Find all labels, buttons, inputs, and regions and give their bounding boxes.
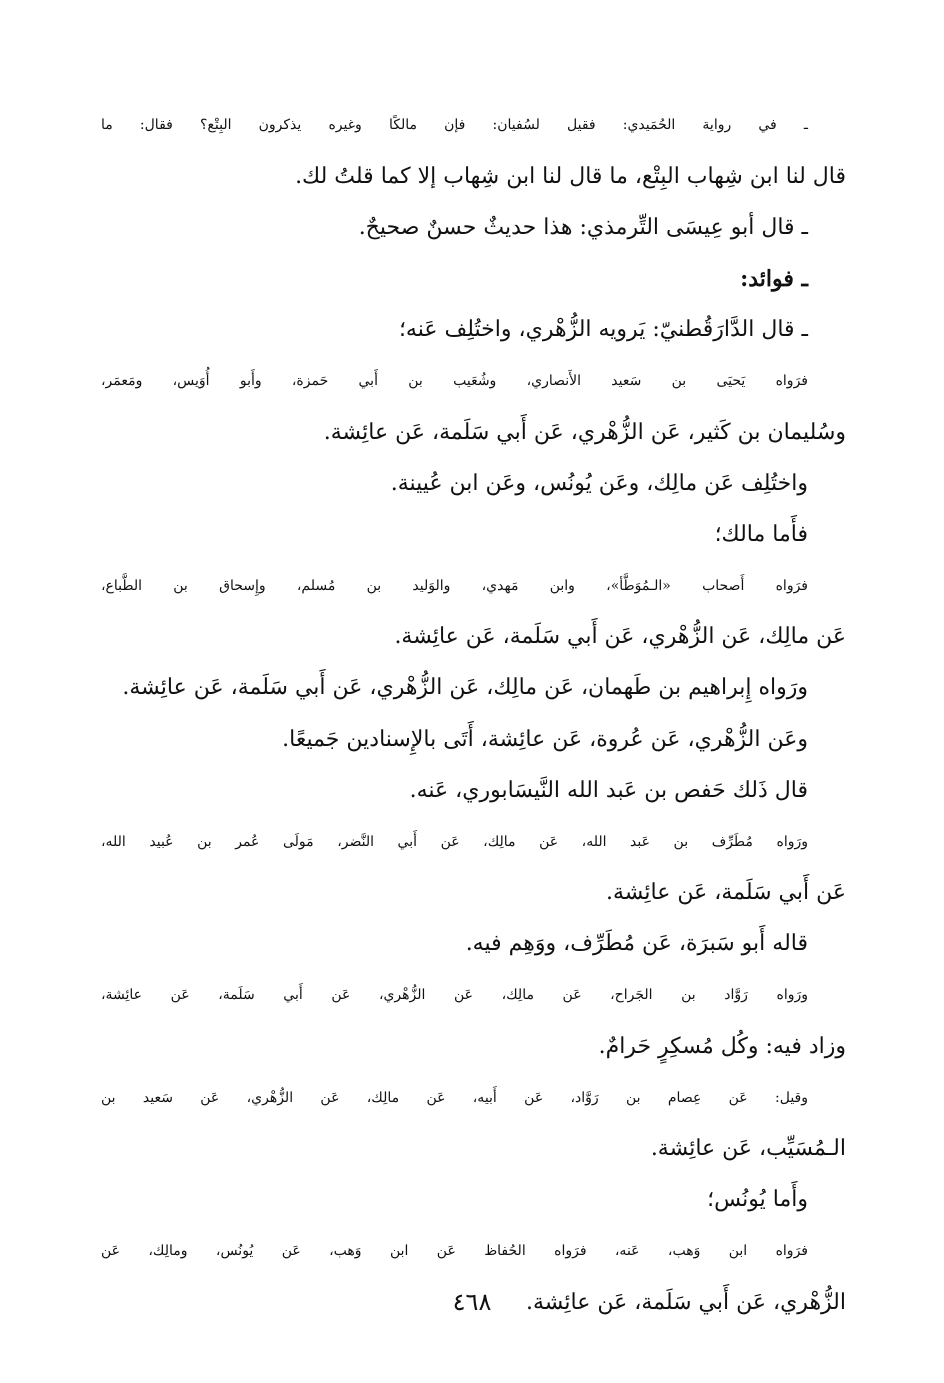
text-line-content: ـ في رواية الحُمَيدي: فقيل لسُفيان: فإن مالكًا وغيره يذكرون البِتْع؟ فقال: ما [101, 117, 808, 134]
text-line [101, 1021, 846, 1072]
text-line-content: ورَواه إِبراهيم بن طَهمان، عَن مالِك، عَن الزُّهْري، عَن أَبي سَلَمة، عَن عائِشة. [122, 675, 808, 701]
text-line [101, 919, 846, 970]
text-line [101, 407, 846, 458]
text-line-content: ورَواه رَوَّاد بن الجَراح، عَن مالِك، عَن الزُّهْري، عَن أَبي سَلَمة، عَن عائِشة، [101, 987, 808, 1004]
text-line-content: ـ فوائد: [740, 265, 808, 292]
text-line-content: وسُليمان بن كَثير، عَن الزُّهْري، عَن أَبي سَلَمة، عَن عائِشة. [323, 419, 846, 445]
text-line [101, 970, 846, 1021]
text-line [101, 458, 846, 509]
page-number: ٤٦٨ [452, 1288, 492, 1316]
text-line-content: قال ذَلك حَفص بن عَبد الله النَّيسَابوري، عَنه. [409, 777, 808, 803]
text-line [101, 1175, 846, 1226]
text-line-content: ـ قال الدَّارَقُطنيّ: يَرويه الزُّهْري، واختُلِف عَنه؛ [398, 317, 808, 343]
text-line [101, 1073, 846, 1124]
text-line [101, 868, 846, 919]
text-line-content: عَن مالِك، عَن الزُّهْري، عَن أَبي سَلَمة، عَن عائِشة. [394, 624, 846, 650]
text-line-content: وأَما يُونُس؛ [707, 1187, 808, 1213]
text-line-content: فرَواه أَصحاب «الـمُوَطَّأ»، وابن مَهدي، والوَليد بن مُسلم، وإِسحاق بن الطَّباع، [101, 577, 808, 594]
text-line [101, 765, 846, 816]
text-line-content: واختُلِف عَن مالِك، وعَن يُونُس، وعَن ابن عُيينة. [390, 470, 808, 496]
text-line [101, 663, 846, 714]
text-line-content: ـ قال أبو عِيسَى التِّرمذي: هذا حديثٌ حسنٌ صحيحٌ. [358, 214, 808, 240]
text-line-content: ورَواه مُطَرِّف بن عَبد الله، عَن مالِك، عَن أَبي النَّضر، مَولَى عُمر بن عُبيد الله، [101, 833, 808, 850]
text-line [101, 510, 846, 561]
text-line-content: وعَن الزُّهْري، عَن عُروة، عَن عائِشة، أَتَى بالإِسنادين جَميعًا. [282, 726, 808, 752]
text-line [101, 305, 846, 356]
text-line-content: الزُّهْري، عَن أَبي سَلَمة، عَن عائِشة. [526, 1289, 846, 1315]
text-line [101, 100, 846, 151]
text-line-content: فرَواه ابن وَهب، عَنه، فرَواه الحُفاظ عَن ابن وَهب، عَن يُونُس، ومالِك، عَن [101, 1243, 808, 1260]
text-line [101, 817, 846, 868]
text-line [101, 612, 846, 663]
text-line [101, 356, 846, 407]
text-line-content: فرَواه يَحيَى بن سَعيد الأَنصاري، وشُعَيب بن أَبي حَمزة، وأَبو أُوَيس، ومَعمَر، [101, 373, 808, 390]
text-line-content: وقيل: عَن عِصام بن رَوَّاد، عَن أَبيه، عَن مالِك، عَن الزُّهْري، عَن سَعيد بن [101, 1089, 808, 1106]
text-line [101, 1226, 846, 1277]
text-line-content: قاله أَبو سَبرَة، عَن مُطَرِّف، ووَهِم فيه. [465, 931, 808, 957]
text-line-content: قال لنا ابن شِهاب البِتْع، ما قال لنا ابن شِهاب إلا كما قلتُ لك. [295, 163, 846, 189]
text-line-content: فأَما مالك؛ [714, 521, 808, 547]
text-line-content: وزاد فيه: وكُل مُسكِرٍ حَرامٌ. [598, 1033, 846, 1059]
text-line [101, 202, 846, 253]
text-line-content: الـمُسَيِّب، عَن عائِشة. [650, 1136, 846, 1162]
text-line [101, 561, 846, 612]
text-line [101, 1124, 846, 1175]
text-line [101, 714, 846, 765]
text-line-content: عَن أَبي سَلَمة، عَن عائِشة. [606, 880, 846, 906]
body-text [101, 100, 846, 1329]
text-line [101, 254, 846, 305]
text-line [101, 151, 846, 202]
